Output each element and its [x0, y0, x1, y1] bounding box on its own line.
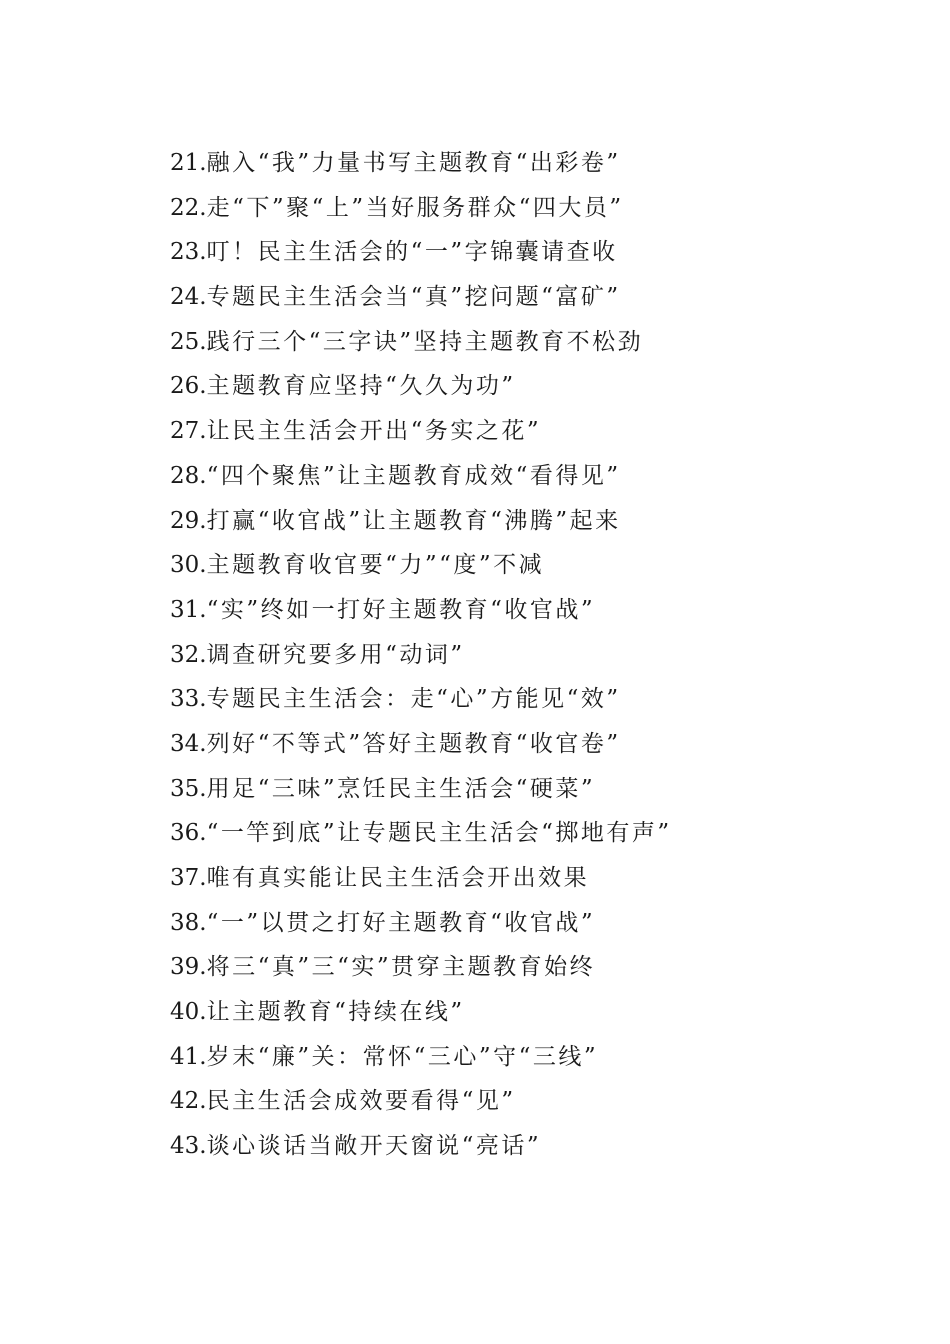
item-text: 融入“我”力量书写主题教育“出彩卷” — [206, 150, 621, 176]
item-number: 25. — [170, 328, 207, 355]
item-number: 28. — [170, 462, 207, 489]
item-text: “实”终如一打好主题教育“收官战” — [206, 596, 596, 623]
list-item — [170, 364, 672, 409]
item-text: 用足“三味”烹饪民主生活会“硬菜” — [206, 775, 596, 802]
item-number: 24. — [170, 284, 207, 311]
list-item — [170, 945, 672, 990]
list-item — [170, 141, 672, 186]
item-text: 谈心谈话当敞开天窗说“亮话” — [206, 1133, 542, 1160]
item-number: 37. — [170, 865, 207, 891]
item-text: 专题民主生活会：走“心”方能见“效” — [206, 686, 621, 713]
item-number: 23. — [170, 239, 207, 266]
item-number: 41. — [170, 1043, 207, 1070]
item-number: 38. — [170, 909, 207, 936]
list-item — [170, 230, 672, 275]
list-item — [170, 1079, 672, 1124]
item-number: 26. — [170, 373, 207, 400]
list-item — [170, 409, 672, 454]
list-item — [170, 722, 672, 767]
list-item — [170, 990, 672, 1035]
list-item — [170, 901, 672, 946]
item-number: 29. — [170, 507, 207, 534]
item-text: 打赢“收官战”让主题教育“沸腾”起来 — [206, 507, 621, 534]
list-item — [170, 275, 672, 320]
item-text: 走“下”聚“上”当好服务群众“四大员” — [206, 194, 624, 221]
item-number: 32. — [170, 641, 207, 668]
list-item — [170, 677, 672, 722]
item-text: 专题民主生活会当“真”挖问题“富矿” — [206, 284, 621, 311]
item-text: 民主生活会成效要看得“见” — [206, 1088, 516, 1115]
item-number: 34. — [170, 730, 207, 757]
item-text: 让主题教育“持续在线” — [206, 999, 465, 1026]
item-text: 将三“真”三“实”贯穿主题教育始终 — [206, 954, 596, 981]
item-text: 践行三个“三字诀”坚持主题教育不松劲 — [206, 328, 644, 355]
item-text: “四个聚焦”让主题教育成效“看得见” — [206, 462, 621, 489]
item-number: 22. — [170, 194, 207, 221]
item-number: 27. — [170, 418, 207, 445]
item-text: 主题教育收官要“力”“度”不减 — [206, 552, 545, 579]
item-number: 35. — [170, 775, 207, 802]
title-list — [170, 141, 672, 1169]
item-number: 31. — [170, 596, 207, 623]
list-item — [170, 454, 672, 499]
item-text: 岁末“廉”关：常怀“三心”守“三线” — [206, 1043, 599, 1070]
list-item — [170, 856, 672, 901]
item-text: “一竿到底”让专题民主生活会“掷地有声” — [206, 820, 672, 847]
list-item — [170, 811, 672, 856]
item-number: 39. — [170, 954, 207, 981]
item-text: “一”以贯之打好主题教育“收官战” — [206, 909, 596, 936]
list-item — [170, 1124, 672, 1169]
item-text: 叮！民主生活会的“一”字锦囊请查收 — [206, 239, 618, 266]
item-text: 调查研究要多用“动词” — [206, 641, 465, 668]
list-item — [170, 767, 672, 812]
list-item — [170, 499, 672, 544]
item-number: 21. — [170, 150, 207, 176]
item-text: 列好“不等式”答好主题教育“收官卷” — [206, 730, 621, 757]
list-item — [170, 186, 672, 231]
item-number: 33. — [170, 686, 207, 713]
item-text: 唯有真实能让民主生活会开出效果 — [206, 865, 590, 891]
item-number: 40. — [170, 999, 207, 1026]
item-number: 36. — [170, 820, 207, 847]
list-item — [170, 543, 672, 588]
item-text: 主题教育应坚持“久久为功” — [206, 373, 516, 400]
item-number: 42. — [170, 1088, 207, 1115]
item-number: 43. — [170, 1133, 207, 1160]
item-number: 30. — [170, 552, 207, 579]
list-item — [170, 1035, 672, 1080]
list-item — [170, 588, 672, 633]
list-item — [170, 320, 672, 365]
list-item — [170, 633, 672, 678]
item-text: 让民主生活会开出“务实之花” — [206, 418, 542, 445]
